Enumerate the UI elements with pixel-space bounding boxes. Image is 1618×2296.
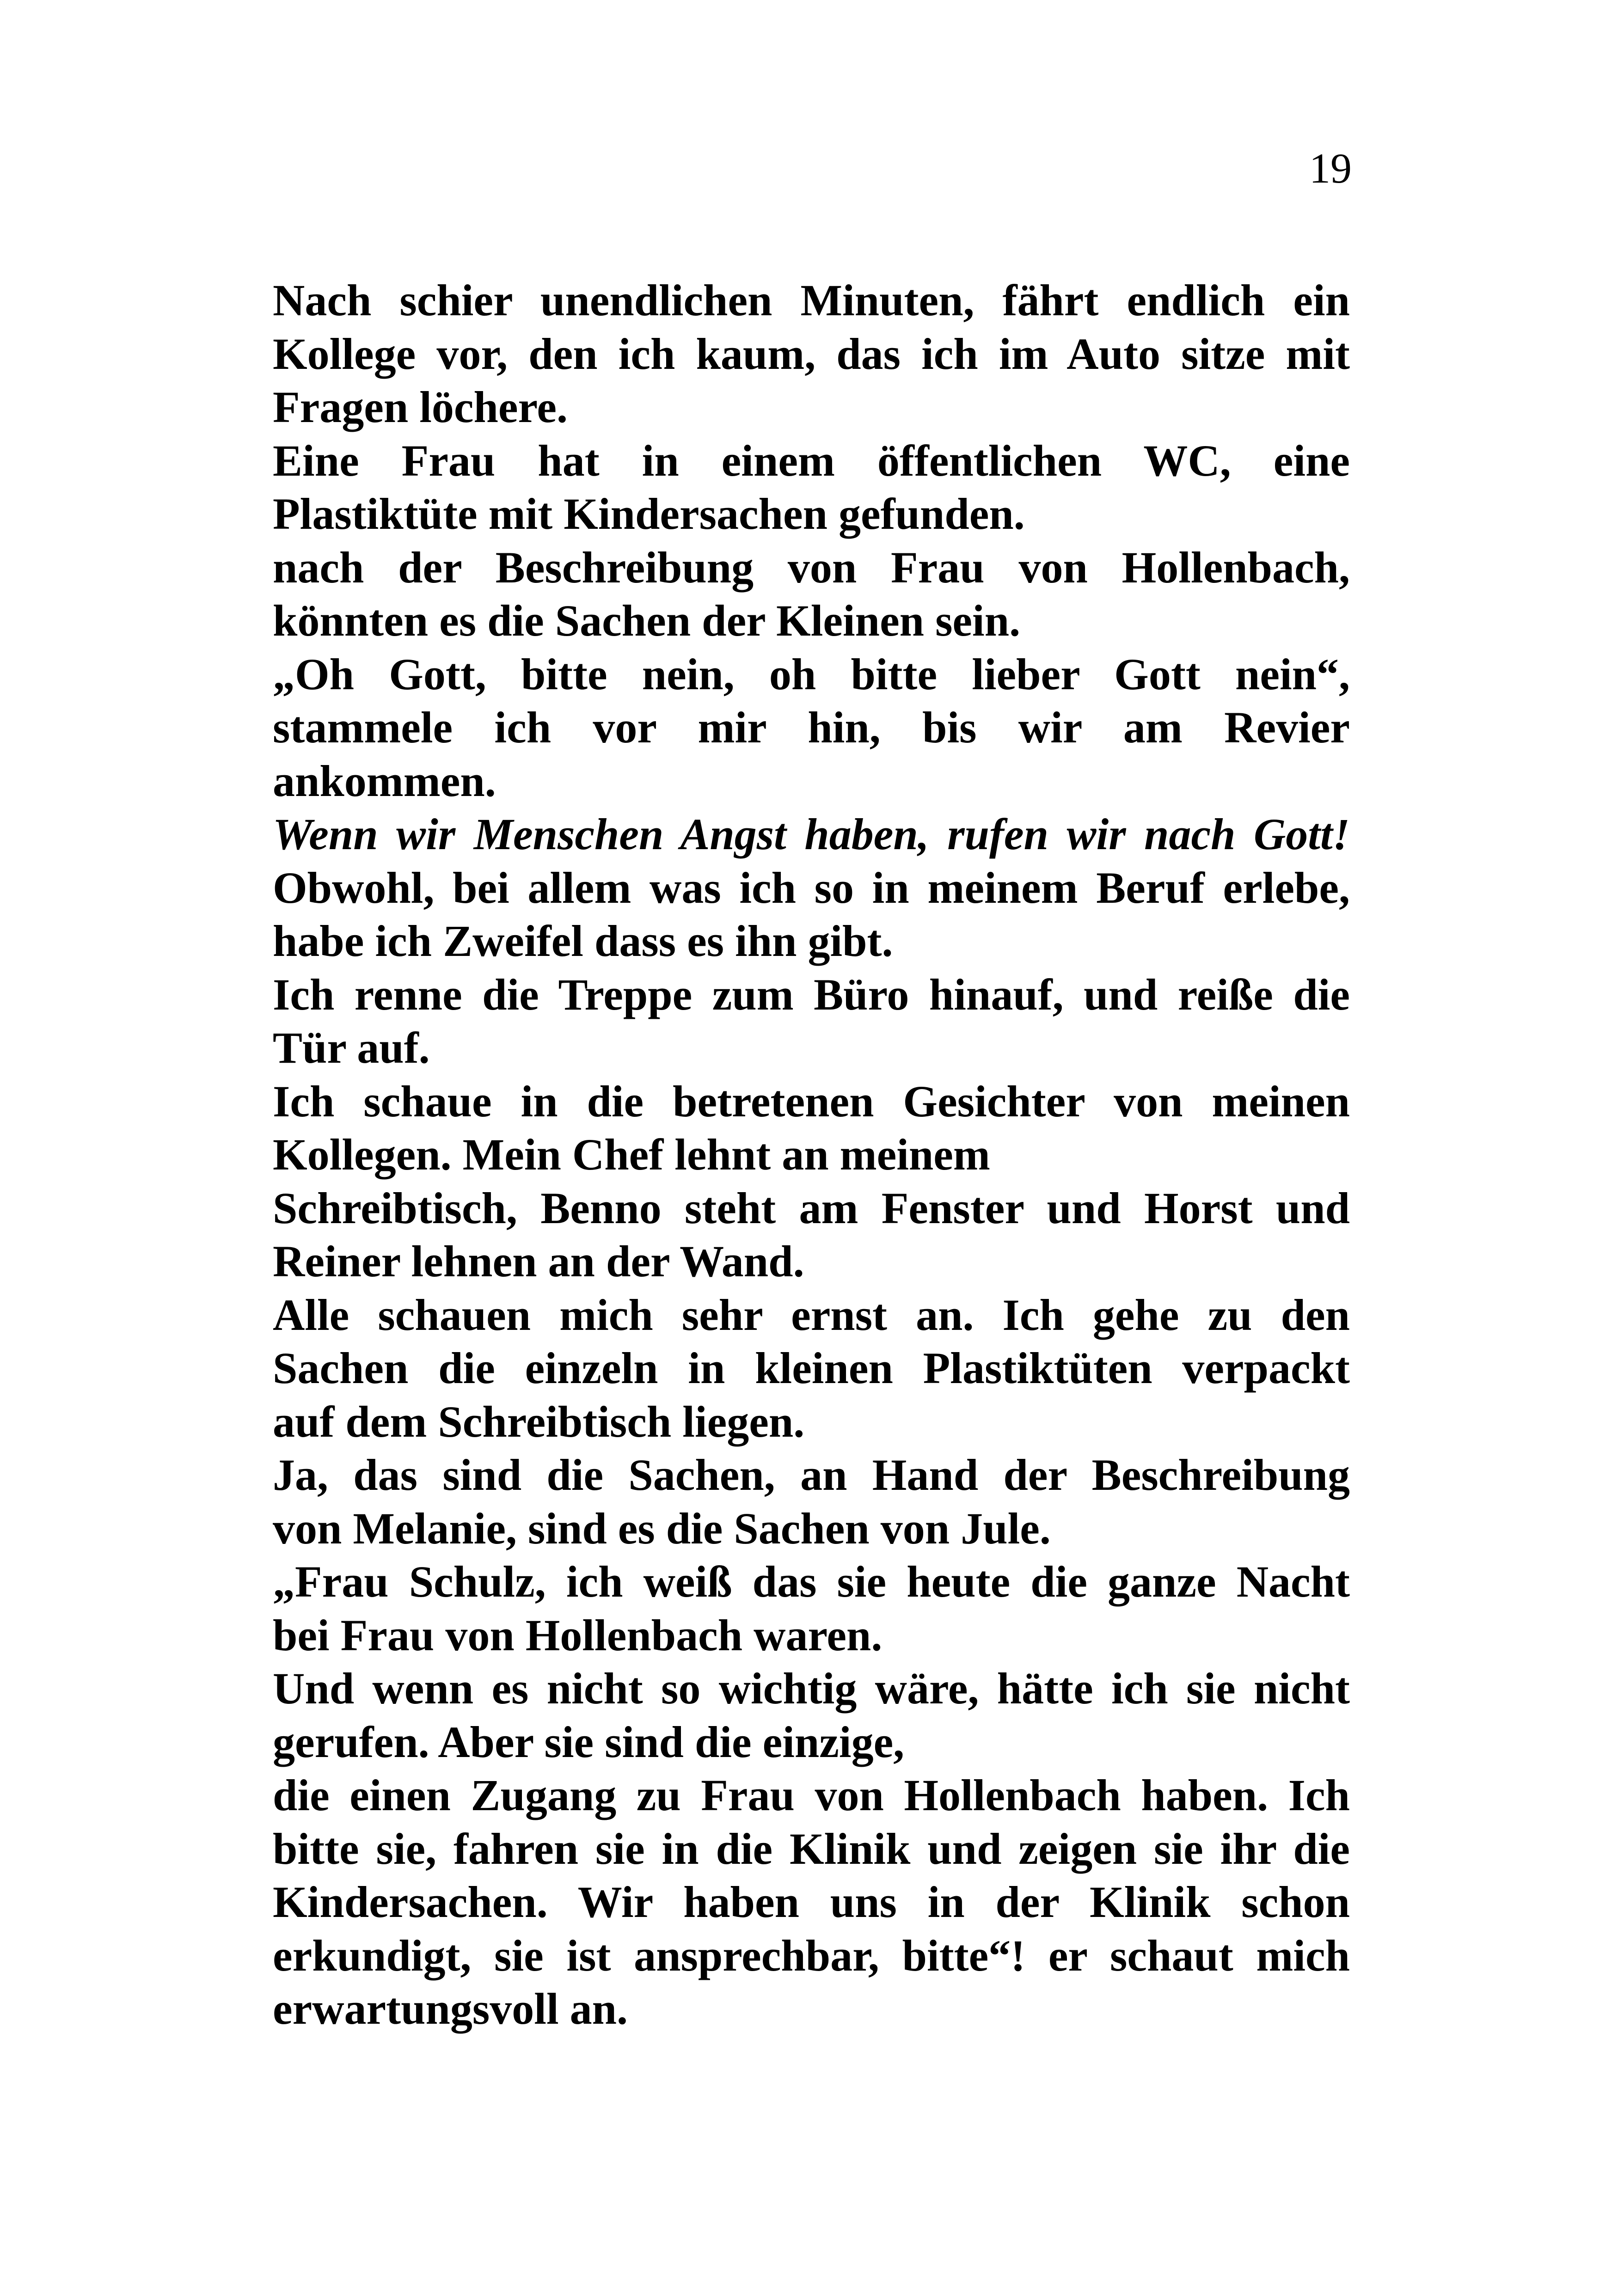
- text-line: bitte sie, fahren sie in die Klinik und zeigen sie ihr die: [273, 1824, 1350, 1874]
- text-line: Kollegen. Mein Chef lehnt an meinem: [273, 1130, 990, 1179]
- text-line: stammele ich vor mir hin, bis wir am Revier: [273, 703, 1350, 752]
- text-line: „Oh Gott, bitte nein, oh bitte lieber Gott nein“,: [273, 649, 1350, 699]
- text-line: Ich renne die Treppe zum Büro hinauf, und reiße die: [273, 969, 1350, 1019]
- text-line: Ja, das sind die Sachen, an Hand der Beschreibung: [273, 1450, 1350, 1500]
- text-line: nach der Beschreibung von Frau von Hollenbach,: [273, 542, 1350, 592]
- text-line: auf dem Schreibtisch liegen.: [273, 1396, 805, 1446]
- text-line: gerufen. Aber sie sind die einzige,: [273, 1717, 905, 1767]
- text-line: Ich schaue in die betretenen Gesichter von meinen: [273, 1076, 1350, 1126]
- text-line: Schreibtisch, Benno steht am Fenster und Horst und: [273, 1183, 1350, 1233]
- text-line: Reiner lehnen an der Wand.: [273, 1237, 804, 1286]
- text-line: Nach schier unendlichen Minuten, fährt endlich ein: [273, 276, 1350, 325]
- text-line: ankommen.: [273, 756, 496, 806]
- body-text: [273, 274, 1350, 2036]
- text-line: Alle schauen mich sehr ernst an. Ich gehe zu den: [273, 1290, 1350, 1340]
- text-line: Eine Frau hat in einem öffentlichen WC, eine: [273, 435, 1350, 485]
- text-line: Tür auf.: [273, 1023, 430, 1072]
- text-line: Plastiktüte mit Kindersachen gefunden.: [273, 489, 1025, 539]
- text-line: von Melanie, sind es die Sachen von Jule.: [273, 1503, 1051, 1553]
- page-number: 19: [1309, 145, 1352, 192]
- text-line: Fragen löchere.: [273, 382, 568, 432]
- text-line: Und wenn es nicht so wichtig wäre, hätte ich sie nicht: [273, 1664, 1350, 1713]
- text-line: erwartungsvoll an.: [273, 1984, 628, 2033]
- text-line: die einen Zugang zu Frau von Hollenbach haben. Ich: [273, 1770, 1350, 1820]
- text-line: habe ich Zweifel dass es ihn gibt.: [273, 916, 893, 966]
- text-line: Kollege vor, den ich kaum, das ich im Auto sitze mit: [273, 329, 1350, 379]
- text-line: Obwohl, bei allem was ich so in meinem Beruf erlebe,: [273, 863, 1350, 912]
- text-line: Kindersachen. Wir haben uns in der Klinik schon: [273, 1877, 1350, 1927]
- text-line: Wenn wir Menschen Angst haben, rufen wir nach Gott!: [273, 809, 1350, 859]
- text-line: Sachen die einzeln in kleinen Plastiktüten verpackt: [273, 1343, 1350, 1393]
- text-line: könnten es die Sachen der Kleinen sein.: [273, 596, 1021, 645]
- text-line: erkundigt, sie ist ansprechbar, bitte“! er schaut mich: [273, 1930, 1350, 1980]
- text-line: bei Frau von Hollenbach waren.: [273, 1610, 883, 1660]
- text-line: „Frau Schulz, ich weiß das sie heute die ganze Nacht: [273, 1557, 1350, 1606]
